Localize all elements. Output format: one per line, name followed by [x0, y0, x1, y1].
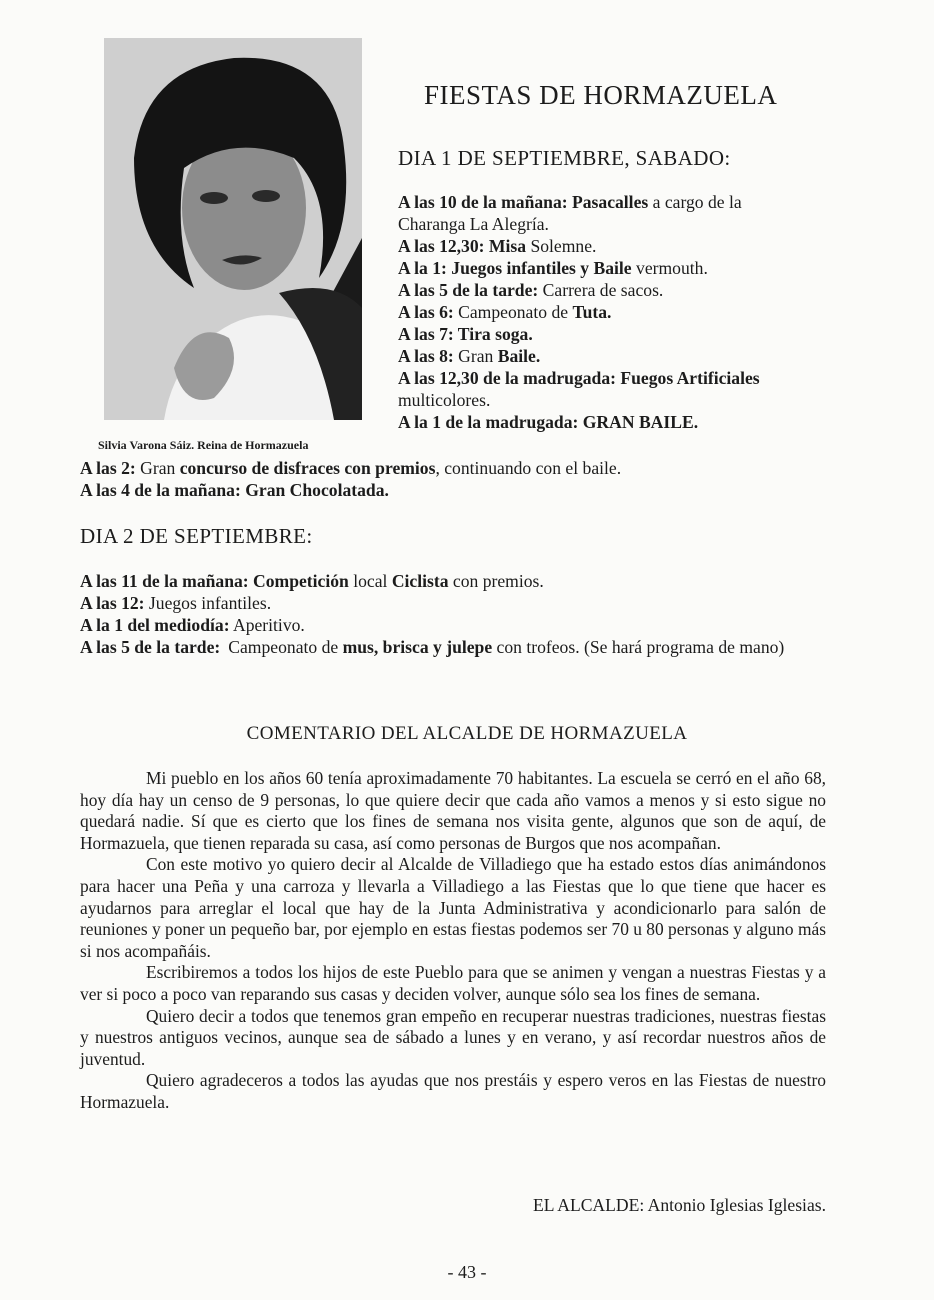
schedule-line	[398, 213, 760, 235]
text: Aperitivo.	[229, 615, 305, 635]
text: Gran	[453, 346, 498, 366]
comment-title-text: COMENTARIO DEL ALCALDE DE HORMAZUELA	[246, 723, 688, 744]
comment-paragraph: Quiero decir a todos que tenemos gran empeño en recuperar nuestras tradiciones, nuestras fiestas y nuestros antiguos vecinos, aunque sea de sábado a lunes y en verano, y así recordar nuestros años de juventud.	[80, 1005, 826, 1069]
schedule-line	[80, 479, 621, 501]
schedule-line	[398, 191, 760, 213]
comment-paragraph: Escribiremos a todos los hijos de este Pueblo para que se animen y vengan a nuestras Fiestas y a ver si poco a poco van reparando sus casas y deciden volver, aunque sólo sea los fines de semana.	[80, 962, 826, 1004]
text: con trofeos. (Se hará programa de mano)	[492, 637, 785, 657]
schedule-line	[398, 301, 760, 323]
bold-text: mus, brisca y julepe	[342, 637, 493, 657]
queen-photo	[104, 38, 362, 420]
comment-title	[0, 723, 934, 745]
bold-text: A las 5 de la tarde:	[80, 637, 221, 657]
schedule-line	[398, 411, 760, 433]
bold-text: A las 12:	[80, 593, 145, 613]
bold-text: A las 11 de la mañana: Competición	[80, 571, 349, 591]
schedule-line	[80, 614, 830, 636]
bold-text: A las 2:	[80, 458, 136, 478]
bold-text: A las 5 de la tarde:	[398, 280, 539, 300]
day1-heading: DIA 1 DE SEPTIEMBRE, SABADO:	[398, 146, 731, 170]
bold-text: A la 1 del mediodía:	[80, 615, 230, 635]
schedule-line	[398, 389, 760, 411]
bold-text: A la 1: Juegos infantiles y Baile	[398, 258, 632, 278]
mayor-comment-body	[80, 768, 826, 1114]
schedule-line	[398, 235, 760, 257]
text: Solemne.	[526, 236, 597, 256]
bold-text: Ciclista	[391, 571, 449, 591]
day2-heading: DIA 2 DE SEPTIEMBRE:	[80, 524, 313, 548]
day1-schedule-right	[398, 191, 760, 433]
text: a cargo de la	[648, 192, 742, 212]
photo-caption: Silvia Varona Sáiz. Reina de Hormazuela	[98, 438, 309, 452]
text: Campeonato de	[453, 302, 573, 322]
bold-text: Baile.	[497, 346, 541, 366]
day2-schedule	[80, 570, 830, 658]
day1-schedule-full	[80, 457, 621, 501]
schedule-line-text	[228, 636, 784, 658]
bold-text: concurso de disfraces con premios	[179, 458, 436, 478]
text: con premios.	[448, 571, 544, 591]
text: multicolores.	[398, 390, 491, 410]
schedule-line	[398, 279, 760, 301]
schedule-line	[80, 592, 830, 614]
schedule-line	[398, 323, 760, 345]
comment-paragraph: Quiero agradeceros a todos las ayudas que nos prestáis y espero veros en las Fiestas de nuestro Hormazuela.	[80, 1070, 826, 1112]
schedule-line	[398, 367, 760, 389]
text: , continuando con el baile.	[435, 458, 622, 478]
portrait-illustration	[104, 38, 362, 420]
comment-paragraph: Mi pueblo en los años 60 tenía aproximadamente 70 habitantes. La escuela se cerró en el año 68, hoy día hay un censo de 9 personas, lo que quiere decir que cada año vamos a menos y si esto sigue no quedará nadie. Sí que es cierto que los fines de semana nos visita gente, algunos que son de aquí, de Hormazuela, que tienen reparada su casa, así como personas de Burgos que nos acompañan.	[80, 768, 826, 853]
text: Juegos infantiles.	[144, 593, 272, 613]
bold-text: A las 4 de la mañana: Gran Chocolatada.	[80, 480, 389, 500]
bold-text: A las 8:	[398, 346, 454, 366]
text: Carrera de sacos.	[538, 280, 664, 300]
page-title: FIESTAS DE HORMAZUELA	[424, 80, 778, 110]
text: Charanga La Alegría.	[398, 214, 549, 234]
text: Gran	[135, 458, 180, 478]
bold-text: A la 1 de la madrugada: GRAN BAILE.	[398, 412, 699, 432]
comment-paragraph: Con este motivo yo quiero decir al Alcalde de Villadiego que ha estado estos días animándonos para hacer una Peña y una carroza y llevarla a Villadiego a las Fiestas que lo que tiene que hacer es ayudarnos para arreglar el local que hay de la Junta Administrativa y acondicionarlo para salón de reuniones y poner un pequeño bar, por ejemplo en estas fiestas podemos ser 70 u 80 personas y alguno más si nos acompañáis.	[80, 854, 826, 961]
bold-text: A las 7: Tira soga.	[398, 324, 533, 344]
signature: EL ALCALDE: Antonio Iglesias Iglesias.	[532, 1195, 826, 1215]
schedule-line	[80, 636, 830, 658]
schedule-line	[80, 457, 621, 479]
bold-text: A las 10 de la mañana: Pasacalles	[398, 192, 649, 212]
bold-text: A las 6:	[398, 302, 454, 322]
bold-text: Tuta.	[572, 302, 612, 322]
text: local	[348, 571, 392, 591]
schedule-line	[398, 345, 760, 367]
schedule-line	[80, 570, 830, 592]
text: vermouth.	[631, 258, 708, 278]
page-number: - 43 -	[447, 1262, 487, 1282]
bold-text: A las 12,30: Misa	[398, 236, 527, 256]
text: Campeonato de	[228, 637, 343, 657]
bold-text: A las 12,30 de la madrugada: Fuegos Artificiales	[398, 368, 760, 388]
schedule-line	[398, 257, 760, 279]
